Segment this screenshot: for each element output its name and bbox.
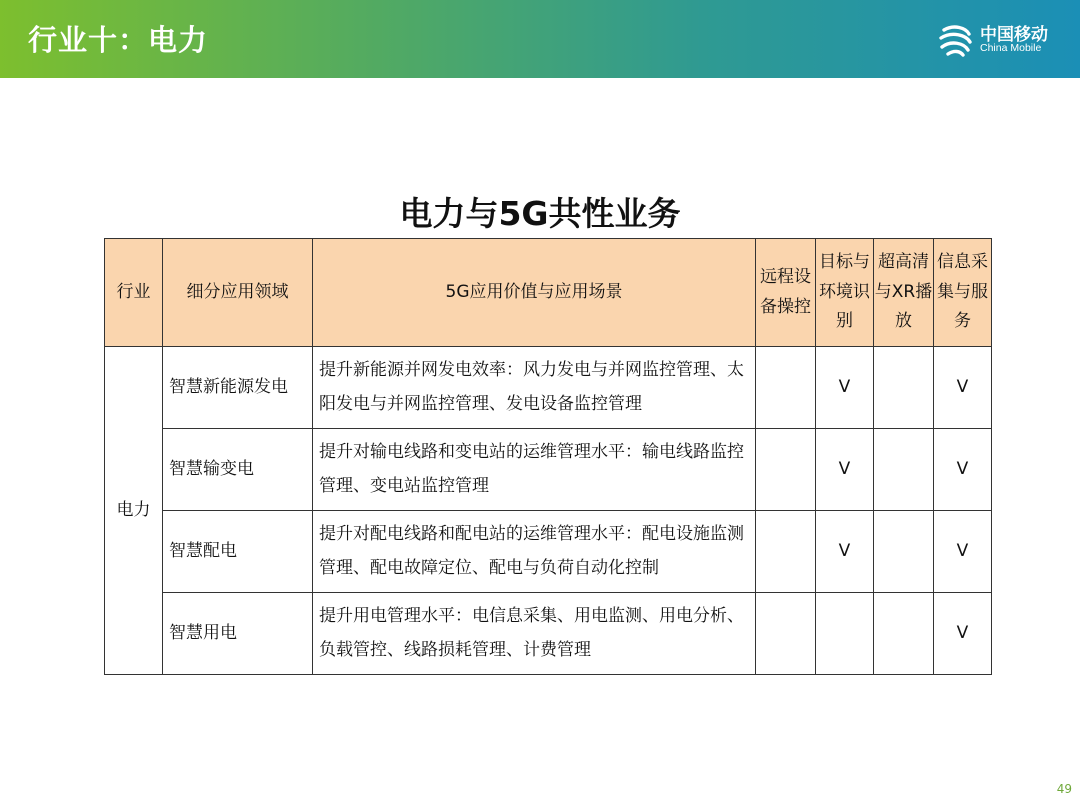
scene-cell: 提升对输电线路和变电站的运维管理水平：输电线路监控管理、变电站监控管理 [313,429,756,511]
info-check: V [934,511,992,593]
logo-text-en: China Mobile [980,42,1042,54]
field-cell: 智慧用电 [163,593,313,675]
field-cell: 智慧新能源发电 [163,347,313,429]
remote-check [756,347,816,429]
remote-check [756,429,816,511]
col-header-uhd: 超高清与XR播放 [874,239,934,347]
target-check: V [816,347,874,429]
slide-title: 行业十：电力 [28,23,209,57]
uhd-check [874,429,934,511]
business-table [104,238,992,675]
china-mobile-logo-icon [936,20,976,60]
col-header-target: 目标与环境识别 [816,239,874,347]
scene-cell: 提升用电管理水平：电信息采集、用电监测、用电分析、负载管控、线路损耗管理、计费管理 [313,593,756,675]
info-check: V [934,593,992,675]
page-number: 49 [1056,782,1072,796]
table-row [105,429,992,511]
col-header-scene: 5G应用价值与应用场景 [313,239,756,347]
table-header-row [105,239,992,347]
slide-header [0,0,1080,78]
scene-cell: 提升对配电线路和配电站的运维管理水平：配电设施监测管理、配电故障定位、配电与负荷自动化控制 [313,511,756,593]
field-cell: 智慧输变电 [163,429,313,511]
target-check: V [816,511,874,593]
scene-cell: 提升新能源并网发电效率：风力发电与并网监控管理、太阳发电与并网监控管理、发电设备监控管理 [313,347,756,429]
table-row [105,347,992,429]
uhd-check [874,511,934,593]
target-check [816,593,874,675]
col-header-info: 信息采集与服务 [934,239,992,347]
col-header-industry: 行业 [105,239,163,347]
china-mobile-logo [936,18,1066,62]
remote-check [756,593,816,675]
table-title: 电力与5G共性业务 [399,194,681,233]
remote-check [756,511,816,593]
info-check: V [934,347,992,429]
uhd-check [874,347,934,429]
field-cell: 智慧配电 [163,511,313,593]
uhd-check [874,593,934,675]
logo-text-cn: 中国移动 [980,25,1048,45]
info-check: V [934,429,992,511]
industry-cell: 电力 [105,347,163,675]
target-check: V [816,429,874,511]
table-row [105,511,992,593]
col-header-remote: 远程设备操控 [756,239,816,347]
col-header-field: 细分应用领域 [163,239,313,347]
table-row [105,593,992,675]
